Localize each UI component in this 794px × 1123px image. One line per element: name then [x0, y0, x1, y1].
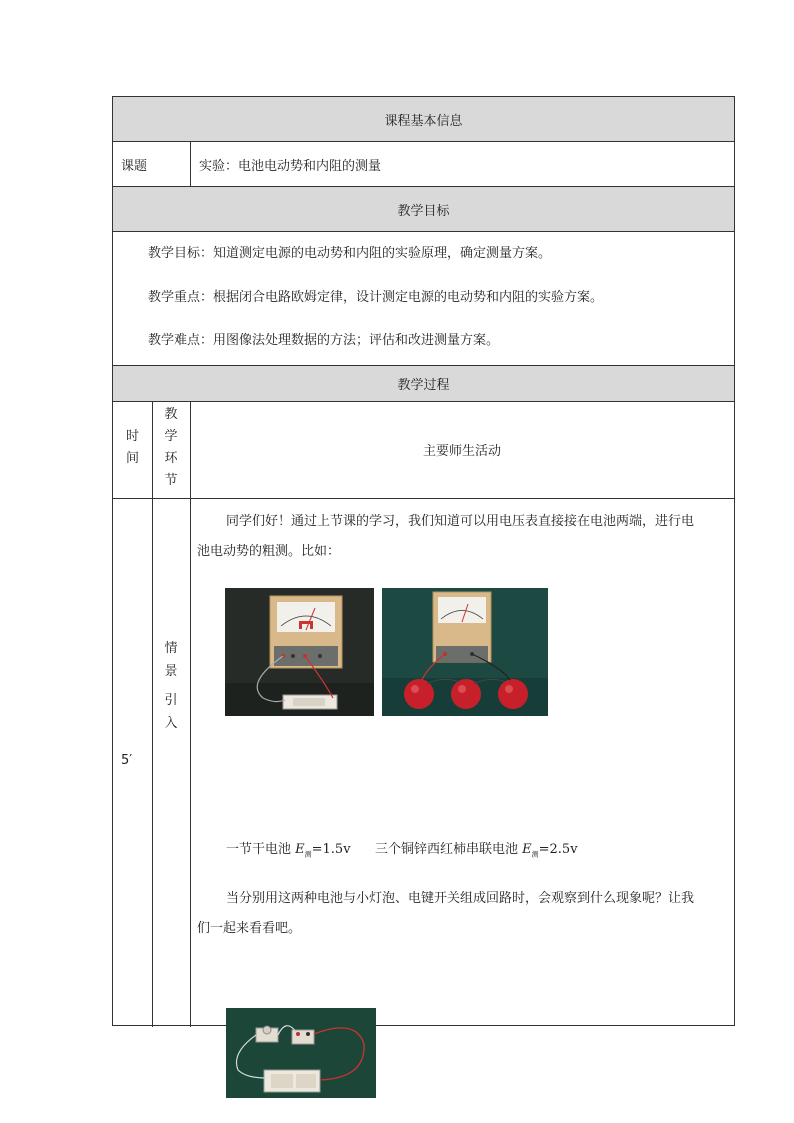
- activity-stage: [152, 637, 190, 735]
- course-info-title: 课程基本信息: [384, 113, 463, 129]
- activity-time: 5′: [121, 753, 133, 768]
- emf-symbol: E: [522, 842, 532, 857]
- question-line-2: 们一起来看看吧。: [197, 921, 302, 936]
- caption-dry-cell: [226, 837, 351, 868]
- goal-difficulty: 教学难点：用图像法处理数据的方法；评估和改进测量方案。: [148, 333, 500, 348]
- col-time-char: 时: [125, 429, 139, 444]
- photo-tomato-graphic: [382, 588, 548, 716]
- intro-line-2: 池电动势的粗测。比如：: [197, 544, 341, 559]
- goals-title: 教学目标: [397, 203, 450, 219]
- goals-header: [113, 187, 734, 232]
- photo-circuit-graphic: [226, 1008, 376, 1098]
- photo-tomato-battery-voltmeter: [382, 588, 548, 716]
- col-stage-header: [152, 404, 190, 492]
- emf-subscript: 测: [531, 850, 539, 859]
- stage-char: 入: [164, 716, 178, 731]
- caption-dry-cell-text: 一节干电池: [226, 842, 296, 857]
- col-stage-char: 节: [164, 473, 178, 488]
- caption-tomato-text: 三个铜锌西红柿串联电池: [375, 842, 523, 857]
- topic-value: 实验：电池电动势和内阻的测量: [199, 159, 382, 174]
- goals-content: [113, 232, 734, 366]
- question-line-1: 当分别用这两种电池与小灯泡、电键开关组成回路时，会观察到什么现象呢？让我: [226, 891, 695, 906]
- goal-objective: 教学目标：知道测定电源的电动势和内阻的实验原理，确定测量方案。: [148, 246, 552, 261]
- lesson-plan-table: [112, 96, 735, 1026]
- caption-tomato-value: =2.5v: [538, 842, 578, 857]
- topic-row: [113, 142, 734, 187]
- goal-key-point: 教学重点：根据闭合电路欧姆定律，设计测定电源的电动势和内阻的实验方案。: [148, 290, 604, 305]
- course-info-header: [113, 97, 734, 142]
- emf-symbol: E: [295, 842, 305, 857]
- photo-dry-cell-voltmeter: [225, 588, 374, 716]
- col-time-header: [113, 426, 152, 470]
- col-stage-char: 教: [164, 407, 178, 422]
- activity-row: [113, 499, 734, 1027]
- photo-circuit-bulb-switch: [226, 1008, 376, 1098]
- intro-line-1: 同学们好！通过上节课的学习，我们知道可以用电压表直接接在电池两端，进行电: [226, 514, 695, 529]
- process-title: 教学过程: [397, 378, 450, 393]
- col-stage-char: 环: [164, 451, 178, 466]
- stage-char: 情: [164, 641, 178, 656]
- col-stage-char: 学: [164, 429, 178, 444]
- process-header: [113, 366, 734, 402]
- col-main-header: 主要师生活动: [422, 444, 501, 459]
- stage-char: 引: [164, 693, 178, 708]
- caption-dry-cell-value: =1.5v: [311, 842, 351, 857]
- process-column-headers: [113, 402, 734, 499]
- emf-subscript: 测: [304, 850, 312, 859]
- topic-label: 课题: [121, 159, 148, 174]
- stage-char: 景: [164, 664, 178, 679]
- caption-tomato: [375, 837, 578, 868]
- photo-dry-cell-graphic: [225, 588, 374, 716]
- col-time-char: 间: [125, 451, 139, 466]
